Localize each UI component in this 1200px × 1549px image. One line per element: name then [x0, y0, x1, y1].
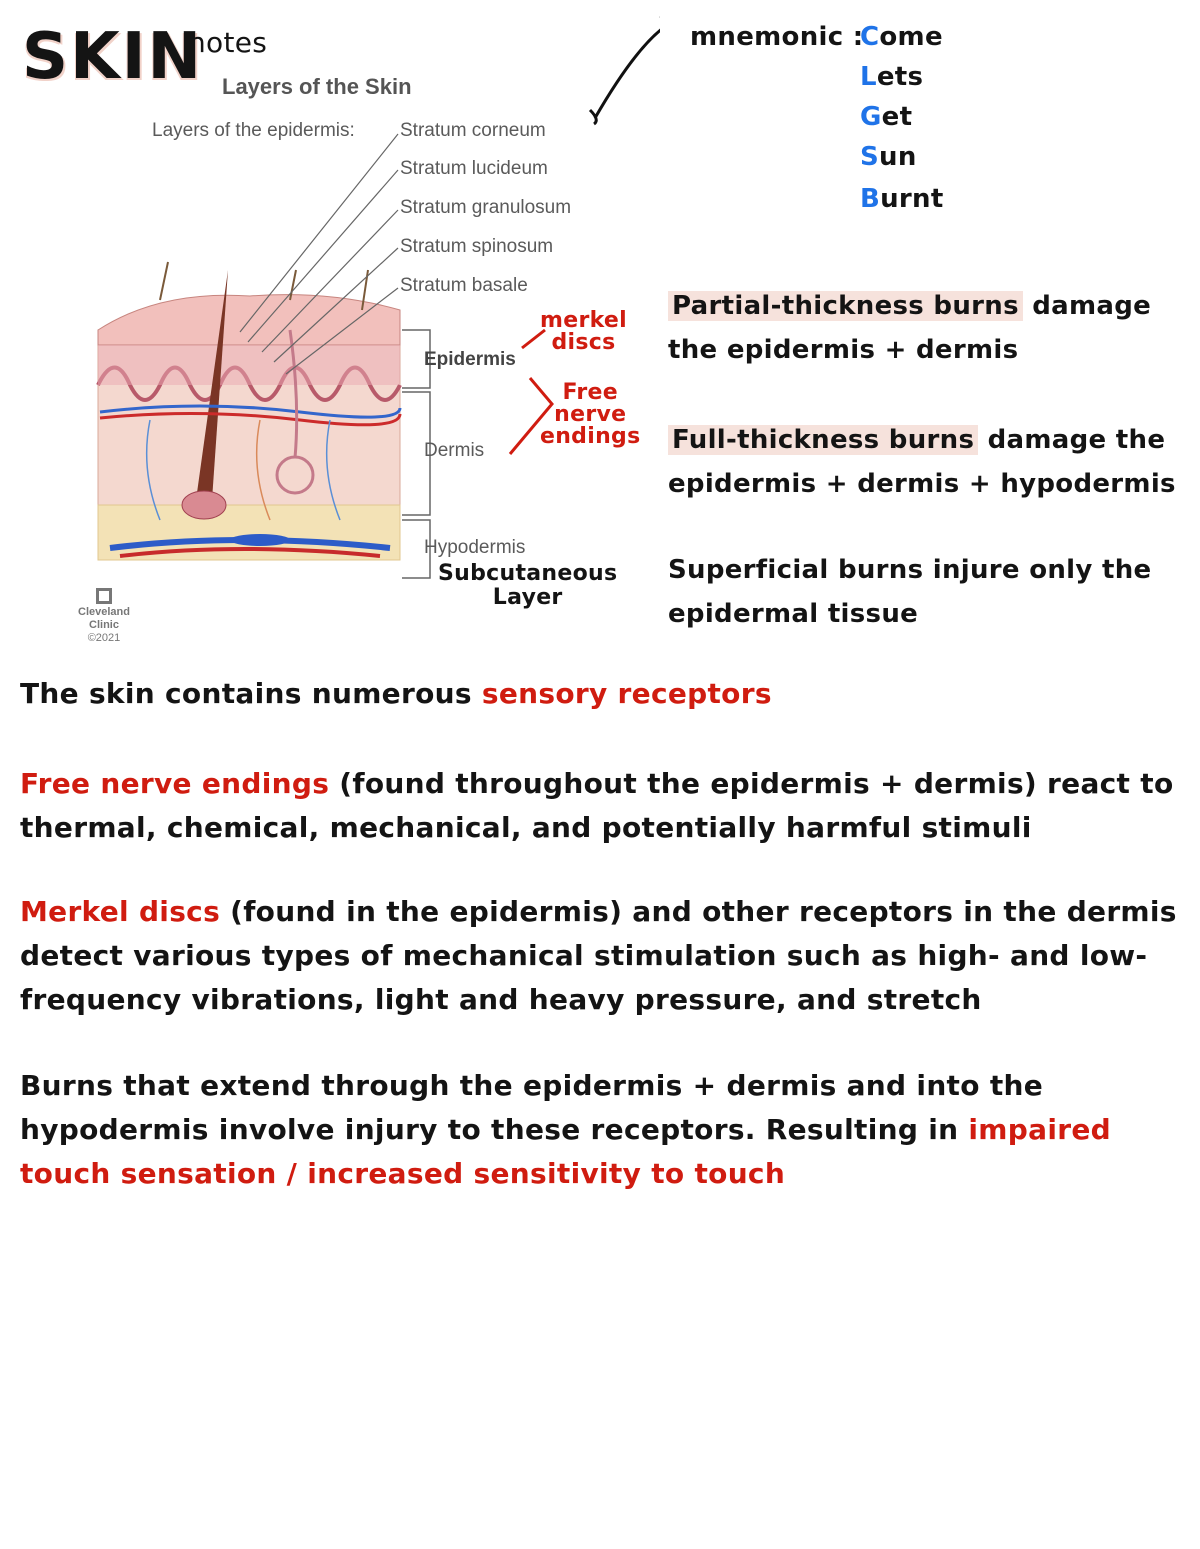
mnemonic-item [860, 184, 944, 214]
layer-label: Stratum corneum [400, 120, 546, 141]
note-line: the epidermis + dermis [668, 335, 1019, 365]
annotation-line: discs [551, 330, 616, 355]
full-thickness-note [668, 418, 1188, 506]
layer-label: Stratum basale [400, 275, 528, 296]
page-subtitle: notes [188, 26, 268, 59]
mnemonic-item [860, 102, 912, 132]
cleveland-clinic-logo-icon [96, 588, 112, 604]
layer-label: Stratum spinosum [400, 236, 554, 257]
hypodermis-annotation [438, 562, 617, 610]
annotation-line: endings [540, 424, 641, 449]
para-text: The skin contains numerous [20, 677, 482, 710]
mnemonic-rest: ome [879, 22, 943, 52]
credit-year: ©2021 [87, 632, 121, 644]
mnemonic-item [860, 142, 917, 172]
credit-line: Cleveland [78, 606, 130, 618]
mnemonic-label: mnemonic : [690, 22, 864, 52]
mnemonic-rest: un [879, 142, 917, 172]
cleveland-clinic-credit [68, 588, 140, 645]
region-hypodermis: Hypodermis [424, 537, 526, 558]
mnemonic-rest: et [881, 102, 913, 132]
mnemonic-item [860, 22, 943, 52]
highlighted-term: Full-thickness burns [668, 425, 978, 455]
mnemonic-rest: ets [876, 62, 924, 92]
layer-label: Stratum lucideum [400, 158, 548, 179]
paragraph-free-nerve-endings [20, 762, 1190, 850]
merkel-discs-annotation [540, 310, 627, 354]
paragraph-burn-receptor-injury [20, 1064, 1190, 1196]
mnemonic-initial: L [860, 62, 877, 92]
mnemonic-initial: C [860, 22, 880, 52]
note-text: damage the [978, 425, 1166, 455]
superficial-burns-note [668, 548, 1188, 636]
layer-label: Stratum granulosum [400, 197, 572, 218]
para-text: (found in the epidermis) and other receptors in the dermis detect various types of mechanical stimulation such as high- and low-frequency vibrations, light and heavy pressure, and stretch [20, 895, 1177, 1016]
mnemonic-initial: B [860, 184, 881, 214]
region-epidermis: Epidermis [424, 349, 516, 370]
annotation-line: Free [562, 380, 618, 405]
annotation-line: nerve [554, 402, 627, 427]
para-text: Burns that extend through the epidermis + dermis and into the hypodermis involve injury to these receptors. Resulting in [20, 1069, 1044, 1146]
annotation-line: Layer [492, 585, 563, 610]
para-highlight: sensory receptors [481, 677, 772, 710]
mnemonic-rest: urnt [880, 184, 944, 214]
para-highlight: Merkel discs [20, 895, 221, 928]
paragraph-merkel-discs [20, 890, 1190, 1022]
para-highlight: impaired touch sensation / increased sensitivity to touch [20, 1113, 1111, 1190]
note-line [668, 284, 1188, 328]
paragraph-sensory-receptors [20, 672, 1190, 716]
diagram-title: Layers of the Skin [222, 74, 412, 99]
highlighted-term: Partial-thickness burns [668, 291, 1023, 321]
note-line [668, 418, 1188, 462]
free-nerve-endings-annotation [540, 382, 640, 448]
page-title: SKIN [22, 20, 204, 94]
partial-thickness-note [668, 284, 1188, 372]
para-highlight: Free nerve endings [20, 767, 330, 800]
credit-line: Clinic [89, 619, 119, 631]
para-text: (found throughout the epidermis + dermis) react to thermal, chemical, mechanical, and potentially harmful stimuli [20, 767, 1174, 844]
note-line: epidermal tissue [668, 599, 919, 629]
note-line: Superficial burns injure only the [668, 555, 1152, 585]
annotation-line: Subcutaneous [438, 561, 618, 586]
region-dermis: Dermis [424, 440, 485, 461]
mnemonic-initial: S [860, 142, 880, 172]
mnemonic-initial: G [860, 102, 882, 132]
note-text: damage [1022, 291, 1152, 321]
mnemonic-item [860, 62, 923, 92]
annotation-line: merkel [540, 308, 627, 333]
epidermis-layers-heading: Layers of the epidermis: [152, 120, 355, 141]
note-line: epidermis + dermis + hypodermis [668, 469, 1176, 499]
